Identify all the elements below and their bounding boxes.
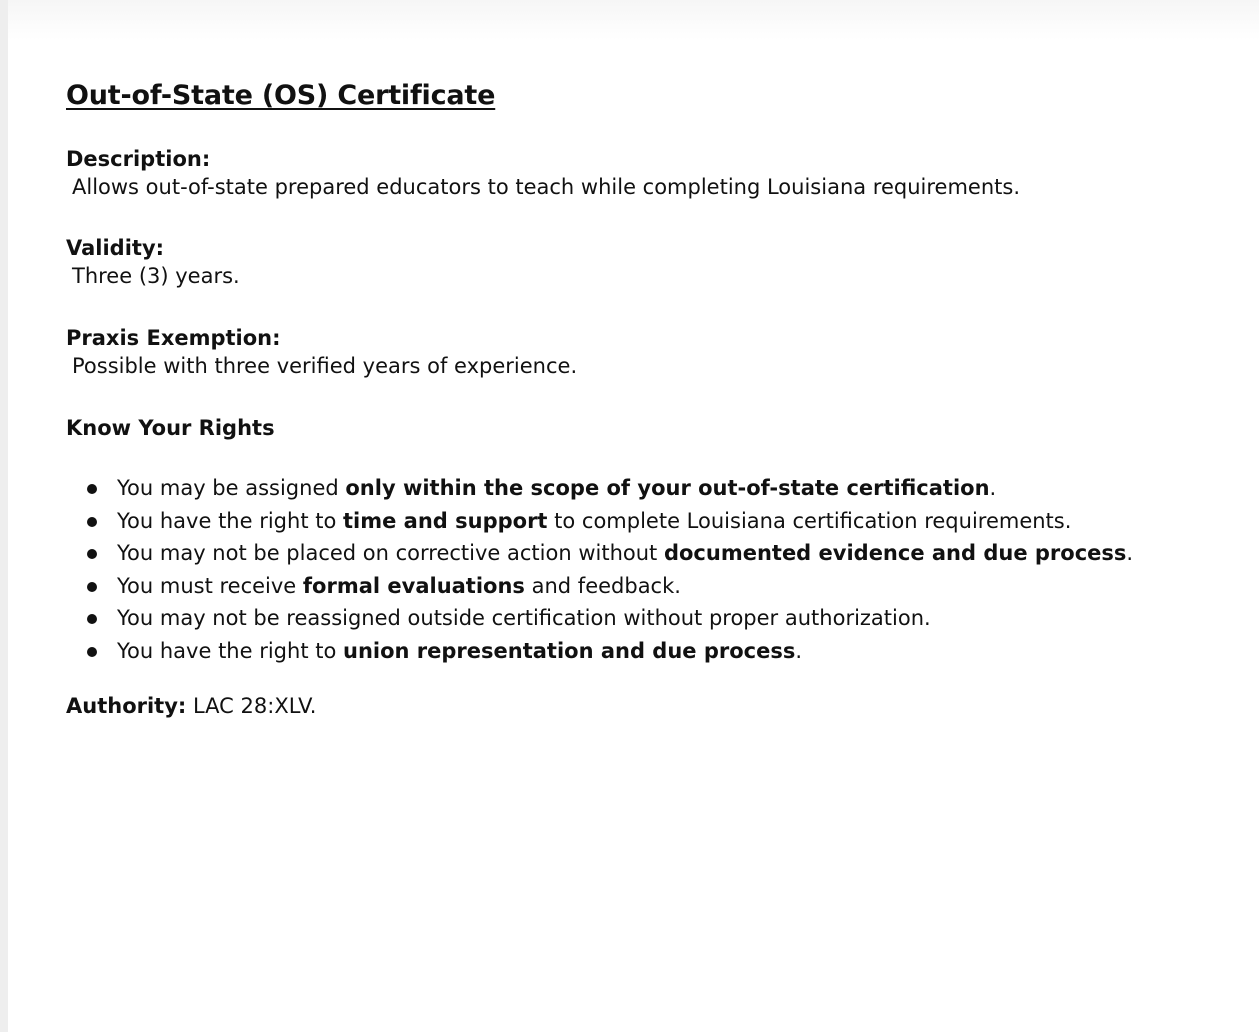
document-page: [8, 0, 1259, 1032]
rights-item-suffix: and feedback.: [524, 573, 681, 598]
document-content: [66, 78, 1226, 720]
bullet-icon: [87, 582, 97, 592]
bullet-icon: [87, 484, 97, 494]
rights-list-item: [66, 570, 1226, 603]
rights-list-item: [66, 505, 1226, 538]
rights-item-emphasis: union representation and due process: [343, 638, 796, 663]
rights-item-text: You may not be placed on corrective action without: [117, 541, 664, 565]
page-top-shadow: [8, 0, 1259, 40]
rights-item-suffix: .: [1126, 541, 1134, 565]
bullet-icon: [87, 549, 97, 559]
rights-item-suffix: to complete Louisiana certification requirements.: [547, 508, 1072, 533]
rights-item-text: You have the right to: [117, 508, 343, 533]
rights-list-item: [66, 472, 1226, 505]
rights-list-item: [66, 602, 1226, 635]
rights-item-emphasis: time and support: [343, 508, 548, 533]
validity-text: Three (3) years.: [72, 264, 240, 288]
rights-item-emphasis: only within the scope of your out-of-state certification: [345, 476, 990, 500]
rights-list-item: [66, 635, 1226, 668]
praxis-exemption-label: Praxis Exemption:: [66, 326, 281, 350]
rights-list-item: [66, 537, 1226, 570]
validity-label: Validity:: [66, 236, 165, 260]
bullet-icon: [87, 647, 97, 657]
description-section: [66, 145, 1226, 201]
rights-item-text: You have the right to: [117, 638, 343, 663]
rights-list: [66, 472, 1226, 667]
rights-heading: Know Your Rights: [66, 416, 275, 440]
praxis-exemption-section: [66, 324, 1226, 380]
authority-line: [66, 692, 1226, 720]
rights-item-emphasis: formal evaluations: [302, 573, 525, 598]
rights-item-text: You may be assigned: [117, 476, 346, 500]
praxis-exemption-text: Possible with three verified years of experience.: [72, 354, 578, 378]
description-label: Description:: [66, 147, 211, 171]
description-text: Allows out-of-state prepared educators to teach while completing Louisiana requirements.: [72, 175, 1020, 199]
rights-item-suffix: .: [989, 476, 997, 500]
document-title: Out-of-State (OS) Certificate: [66, 80, 496, 111]
rights-item-suffix: .: [795, 638, 803, 663]
rights-item-emphasis: documented evidence and due process: [663, 541, 1127, 565]
rights-item-text: You may not be reassigned outside certification without proper authorization.: [117, 606, 931, 630]
bullet-icon: [87, 517, 97, 527]
authority-value: LAC 28:XLV.: [193, 694, 317, 718]
bullet-icon: [87, 614, 97, 624]
rights-item-text: You must receive: [117, 573, 303, 598]
authority-label: Authority:: [66, 694, 187, 718]
validity-section: [66, 234, 1226, 290]
